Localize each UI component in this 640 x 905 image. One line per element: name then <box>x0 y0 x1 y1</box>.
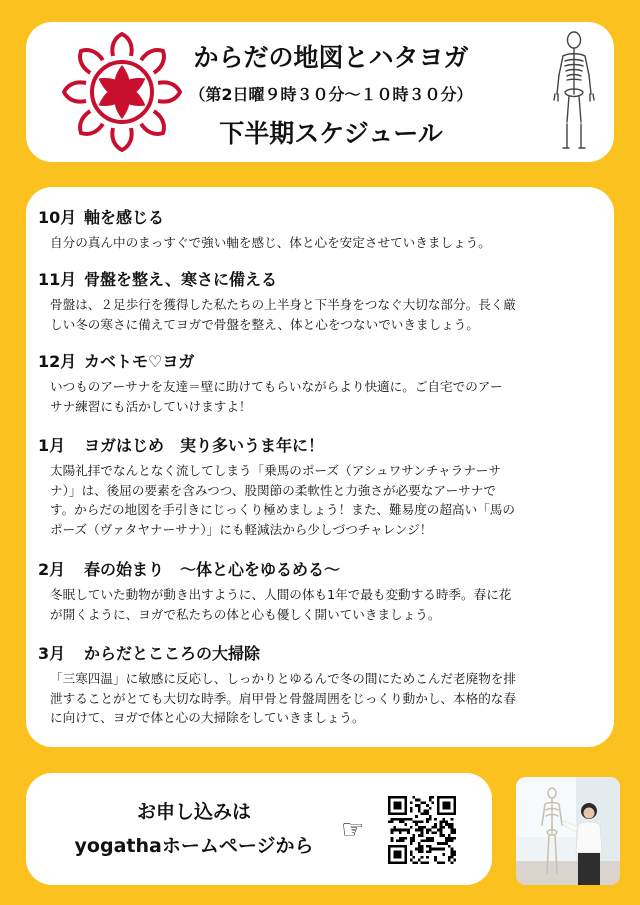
page-subtitle: 下半期スケジュール <box>219 119 443 148</box>
schedule-heading: 11月 骨盤を整え、寒さに備える <box>38 270 277 289</box>
page-title: からだの地図とハタヨガ <box>193 43 469 72</box>
schedule-item-october <box>38 207 604 253</box>
schedule-item-december <box>38 351 604 416</box>
mandala-logo-icon <box>62 32 182 152</box>
schedule-item-february <box>38 559 604 624</box>
header-card <box>26 22 614 162</box>
apply-instructions: お申し込みは yogathaホームページから <box>54 795 334 863</box>
schedule-description: 自分の真ん中のまっすぐで強い軸を感じ、体と心を安定させていきましょう。 <box>50 235 491 250</box>
homepage-link[interactable]: yogathaホームページから <box>74 835 314 857</box>
schedule-card <box>26 187 614 747</box>
qr-code-icon[interactable] <box>388 796 456 864</box>
schedule-item-january <box>38 435 604 539</box>
schedule-heading: 2月 春の始まり ～体と心をゆるめる～ <box>38 560 341 579</box>
hand-pointing-right-icon: ☞ <box>341 815 365 845</box>
schedule-item-march <box>38 643 604 728</box>
instructor-photo <box>516 777 620 885</box>
schedule-description: 太陽礼拝でなんとなく流してしまう「乗馬のポーズ（アシュワサンチャラナーサ ナ）」は、後屈の要素を含みつつ、股関節の柔軟性と力強さが必要なアーサナで す。からだの地図を手引きにじっくり極めましょう！また、難易度の超高い「馬の ポーズ（ヴァタヤナーサナ）」にも軽減法から少しづつチャレンジ！ <box>50 463 515 537</box>
schedule-item-november <box>38 269 604 334</box>
schedule-description: 「三寒四温」に敏感に反応し、しっかりとゆるんで冬の間にためこんだ老廃物を排 泄することがとても大切な時季。肩甲骨と骨盤周囲をじっくり動かし、本格的な春 に向けて、ヨガで体と心の大掃除をしていきましょう。 <box>50 671 516 725</box>
schedule-description: 骨盤は、２足歩行を獲得した私たちの上半身と下半身をつなぐ大切な部分。長く厳 しい冬の寒さに備えてヨガで骨盤を整え、体と心をつないでいきましょう。 <box>50 297 516 332</box>
apply-card <box>26 773 492 885</box>
schedule-heading: 3月 からだとこころの大掃除 <box>38 644 261 663</box>
schedule-heading: 1月 ヨガはじめ 実り多いうま年に！ <box>38 436 325 455</box>
schedule-time: （第2日曜９時３０分～１０時３０分） <box>189 85 473 104</box>
schedule-heading: 12月 カベトモ♡ヨガ <box>38 352 195 371</box>
schedule-description: いつものアーサナを友達＝壁に助けてもらいながらより快適に。ご自宅でのアー サナ練習にも活かしていけますよ！ <box>50 379 503 414</box>
schedule-description: 冬眠していた動物が動き出すように、人間の体も1年で最も変動する時季。春に花 が開くように、ヨガで私たちの体と心も優しく開いていきましょう。 <box>50 587 512 622</box>
schedule-heading: 10月 軸を感じる <box>38 208 165 227</box>
skeleton-icon <box>550 30 598 154</box>
